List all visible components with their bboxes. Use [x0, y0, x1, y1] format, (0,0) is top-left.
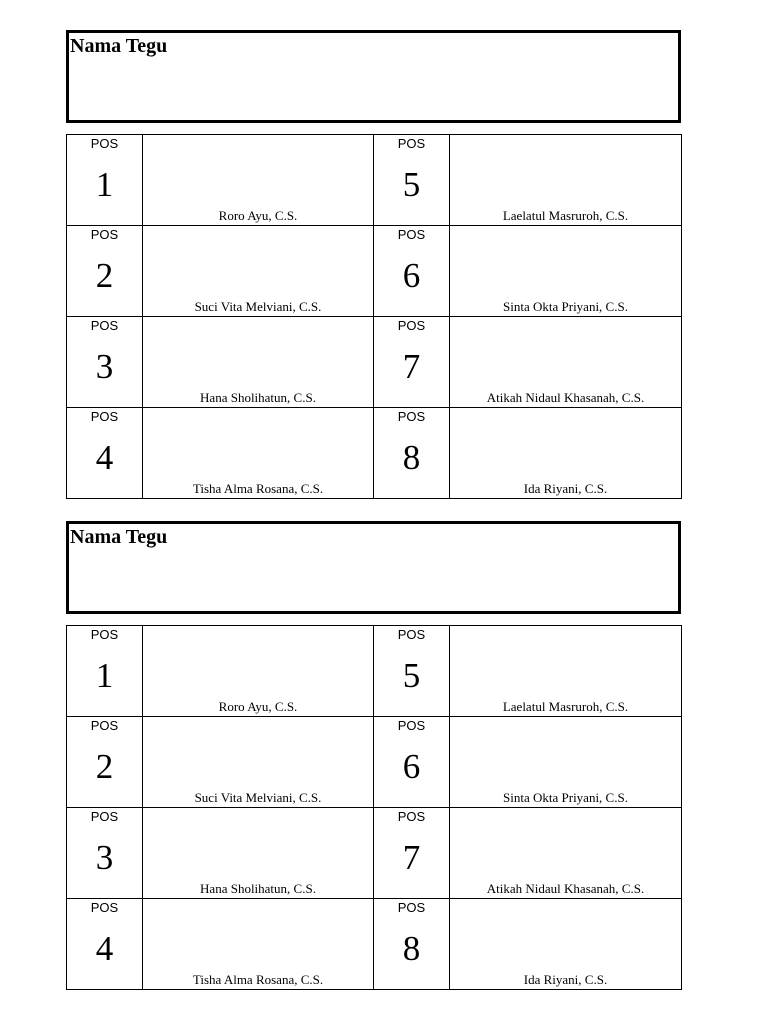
person-name: Hana Sholihatun, C.S.	[200, 881, 316, 896]
name-label: Nama Tegu	[70, 35, 168, 57]
person-name: Laelatul Masruroh, C.S.	[502, 208, 629, 223]
pos-number: 1	[95, 165, 114, 204]
pos-word: POS	[90, 318, 119, 333]
person-name: Ida Riyani, C.S.	[523, 481, 608, 496]
pos-number: 6	[402, 256, 421, 295]
person-name: Atikah Nidaul Khasanah, C.S.	[486, 881, 645, 896]
pos-number: 4	[95, 929, 114, 968]
person-cell	[450, 626, 682, 717]
pos-cell	[374, 626, 450, 717]
table-row	[67, 317, 682, 408]
pos-cell	[67, 408, 143, 499]
pos-word: POS	[90, 136, 119, 151]
pos-word: POS	[397, 900, 426, 915]
person-name: Tisha Alma Rosana, C.S.	[192, 481, 324, 496]
pos-number: 4	[95, 438, 114, 477]
person-cell	[450, 317, 682, 408]
pos-number: 2	[95, 256, 114, 295]
pos-cell	[374, 717, 450, 808]
person-cell	[143, 135, 374, 226]
pos-number: 1	[95, 656, 114, 695]
table-row	[67, 408, 682, 499]
pos-word: POS	[397, 409, 426, 424]
person-name: Tisha Alma Rosana, C.S.	[192, 972, 324, 987]
pos-cell	[374, 317, 450, 408]
pos-cell	[67, 717, 143, 808]
pos-word: POS	[90, 409, 119, 424]
name-box	[66, 30, 681, 123]
table-row	[67, 717, 682, 808]
table-row	[67, 226, 682, 317]
pos-number: 3	[95, 838, 114, 877]
pos-word: POS	[397, 136, 426, 151]
pos-cell	[67, 808, 143, 899]
person-cell	[450, 135, 682, 226]
pos-cell	[374, 226, 450, 317]
person-cell	[143, 317, 374, 408]
pos-cell	[67, 226, 143, 317]
pos-table	[66, 134, 682, 499]
pos-cell	[67, 317, 143, 408]
pos-number: 7	[402, 347, 421, 386]
person-cell	[143, 717, 374, 808]
person-cell	[450, 717, 682, 808]
pos-number: 8	[402, 438, 421, 477]
pos-number: 3	[95, 347, 114, 386]
person-name: Hana Sholihatun, C.S.	[200, 390, 316, 405]
pos-word: POS	[397, 318, 426, 333]
pos-word: POS	[90, 627, 119, 642]
pos-word: POS	[90, 809, 119, 824]
person-name: Sinta Okta Priyani, C.S.	[503, 299, 628, 314]
person-cell	[143, 808, 374, 899]
pos-number: 6	[402, 747, 421, 786]
pos-table	[66, 625, 682, 990]
person-cell	[450, 899, 682, 990]
pos-cell	[67, 626, 143, 717]
person-cell	[450, 408, 682, 499]
person-name: Sinta Okta Priyani, C.S.	[503, 790, 628, 805]
name-label: Nama Tegu	[70, 526, 168, 548]
pos-cell	[374, 135, 450, 226]
table-row	[67, 135, 682, 226]
pos-cell	[67, 899, 143, 990]
person-name: Suci Vita Melviani, C.S.	[194, 299, 322, 314]
pos-cell	[374, 808, 450, 899]
pos-number: 5	[402, 165, 421, 204]
person-name: Ida Riyani, C.S.	[523, 972, 608, 987]
pos-word: POS	[397, 227, 426, 242]
person-cell	[143, 408, 374, 499]
pos-number: 7	[402, 838, 421, 877]
pos-word: POS	[397, 809, 426, 824]
pos-word: POS	[90, 227, 119, 242]
pos-number: 5	[402, 656, 421, 695]
person-cell	[450, 226, 682, 317]
pos-word: POS	[90, 718, 119, 733]
pos-number: 2	[95, 747, 114, 786]
person-name: Laelatul Masruroh, C.S.	[502, 699, 629, 714]
person-cell	[450, 808, 682, 899]
person-name: Roro Ayu, C.S.	[218, 208, 298, 223]
person-name: Roro Ayu, C.S.	[218, 699, 298, 714]
pos-cell	[374, 408, 450, 499]
pos-cell	[67, 135, 143, 226]
pos-word: POS	[397, 627, 426, 642]
table-row	[67, 808, 682, 899]
person-name: Suci Vita Melviani, C.S.	[194, 790, 322, 805]
table-row	[67, 626, 682, 717]
name-box	[66, 521, 681, 614]
pos-cell	[374, 899, 450, 990]
person-cell	[143, 899, 374, 990]
person-cell	[143, 226, 374, 317]
pos-word: POS	[90, 900, 119, 915]
person-name: Atikah Nidaul Khasanah, C.S.	[486, 390, 645, 405]
person-cell	[143, 626, 374, 717]
table-row	[67, 899, 682, 990]
pos-word: POS	[397, 718, 426, 733]
pos-number: 8	[402, 929, 421, 968]
